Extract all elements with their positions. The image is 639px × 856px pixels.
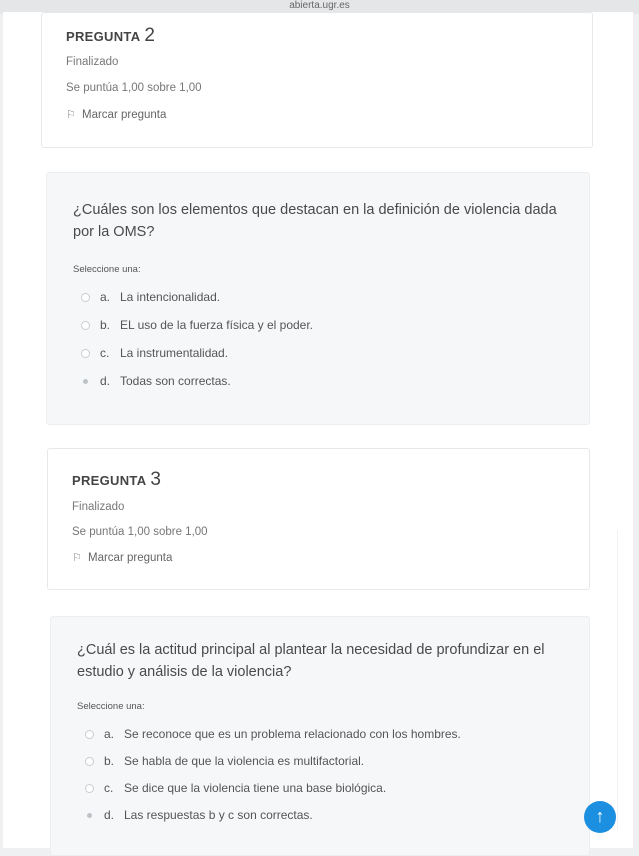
question-2-score: Se puntúa 1,00 sobre 1,00: [66, 82, 202, 94]
option-letter: b.: [100, 318, 111, 332]
flag-label: Marcar pregunta: [82, 109, 167, 121]
option-text: La intencionalidad.: [120, 290, 221, 304]
flag-icon: ⚐: [72, 552, 82, 564]
question-2-prompt: Seleccione una:: [73, 264, 141, 275]
quiz-review-page: [3, 12, 633, 848]
scroll-to-top-button[interactable]: [584, 801, 616, 833]
option-letter: b.: [104, 754, 115, 768]
question-heading-label: PREGUNTA: [72, 473, 147, 488]
question-3-option-c[interactable]: [85, 780, 386, 796]
flag-question-2-link[interactable]: [66, 108, 166, 121]
question-3-score: Se puntúa 1,00 sobre 1,00: [72, 526, 208, 538]
option-text: Se dice que la violencia tiene una base biológica.: [124, 781, 387, 795]
question-3-status: Finalizado: [72, 501, 125, 513]
question-3-option-b[interactable]: [85, 753, 364, 769]
option-letter: c.: [100, 346, 110, 360]
option-letter: c.: [104, 781, 114, 795]
radio-button[interactable]: [85, 757, 94, 766]
option-text: EL uso de la fuerza física y el poder.: [120, 318, 314, 332]
flag-icon: ⚐: [66, 109, 76, 121]
option-text: Se habla de que la violencia es multifactorial.: [124, 754, 365, 768]
radio-button[interactable]: [85, 730, 94, 739]
flag-question-3-link[interactable]: [72, 551, 172, 564]
question-number: 3: [150, 469, 162, 490]
question-3-text: ¿Cuál es la actitud principal al plantear la necesidad de profundizar en el estudio y análisis de la violencia?: [77, 642, 545, 680]
url-text: abierta.ugr.es: [289, 0, 350, 11]
option-letter: a.: [100, 290, 111, 304]
radio-button[interactable]: [81, 349, 90, 358]
question-2-info-card: [41, 12, 593, 148]
question-3-option-d[interactable]: [85, 807, 313, 823]
question-3-content-card: [50, 616, 590, 856]
question-number: 2: [144, 25, 156, 46]
question-2-option-a[interactable]: [81, 289, 220, 305]
radio-button-selected[interactable]: [81, 377, 90, 386]
question-2-option-d[interactable]: [81, 373, 231, 389]
question-heading-label: PREGUNTA: [66, 29, 141, 44]
radio-button[interactable]: [81, 293, 90, 302]
option-text: Las respuestas b y c son correctas.: [124, 808, 313, 822]
radio-button[interactable]: [81, 321, 90, 330]
option-letter: d.: [104, 808, 115, 822]
flag-label: Marcar pregunta: [88, 552, 173, 564]
option-letter: d.: [100, 374, 111, 388]
option-letter: a.: [104, 727, 115, 741]
question-3-option-a[interactable]: [85, 726, 461, 742]
question-2-option-c[interactable]: [81, 345, 228, 361]
radio-button-selected[interactable]: [85, 811, 94, 820]
question-2-status: Finalizado: [66, 56, 119, 68]
arrow-up-icon: ↑: [595, 806, 605, 826]
question-2-option-b[interactable]: [81, 317, 313, 333]
question-2-text: ¿Cuáles son los elementos que destacan en la definición de violencia dada por la OMS?: [73, 202, 557, 240]
option-text: Todas son correctas.: [120, 374, 231, 388]
question-3-info-card: [47, 448, 590, 590]
question-2-heading: [66, 25, 155, 47]
question-3-prompt: Seleccione una:: [77, 701, 145, 712]
question-2-content-card: [46, 172, 590, 425]
question-3-heading: [72, 469, 161, 491]
option-text: Se reconoce que es un problema relacionado con los hombres.: [124, 727, 461, 741]
page-edge-divider: [617, 530, 618, 830]
option-text: La instrumentalidad.: [120, 346, 229, 360]
radio-button[interactable]: [85, 784, 94, 793]
